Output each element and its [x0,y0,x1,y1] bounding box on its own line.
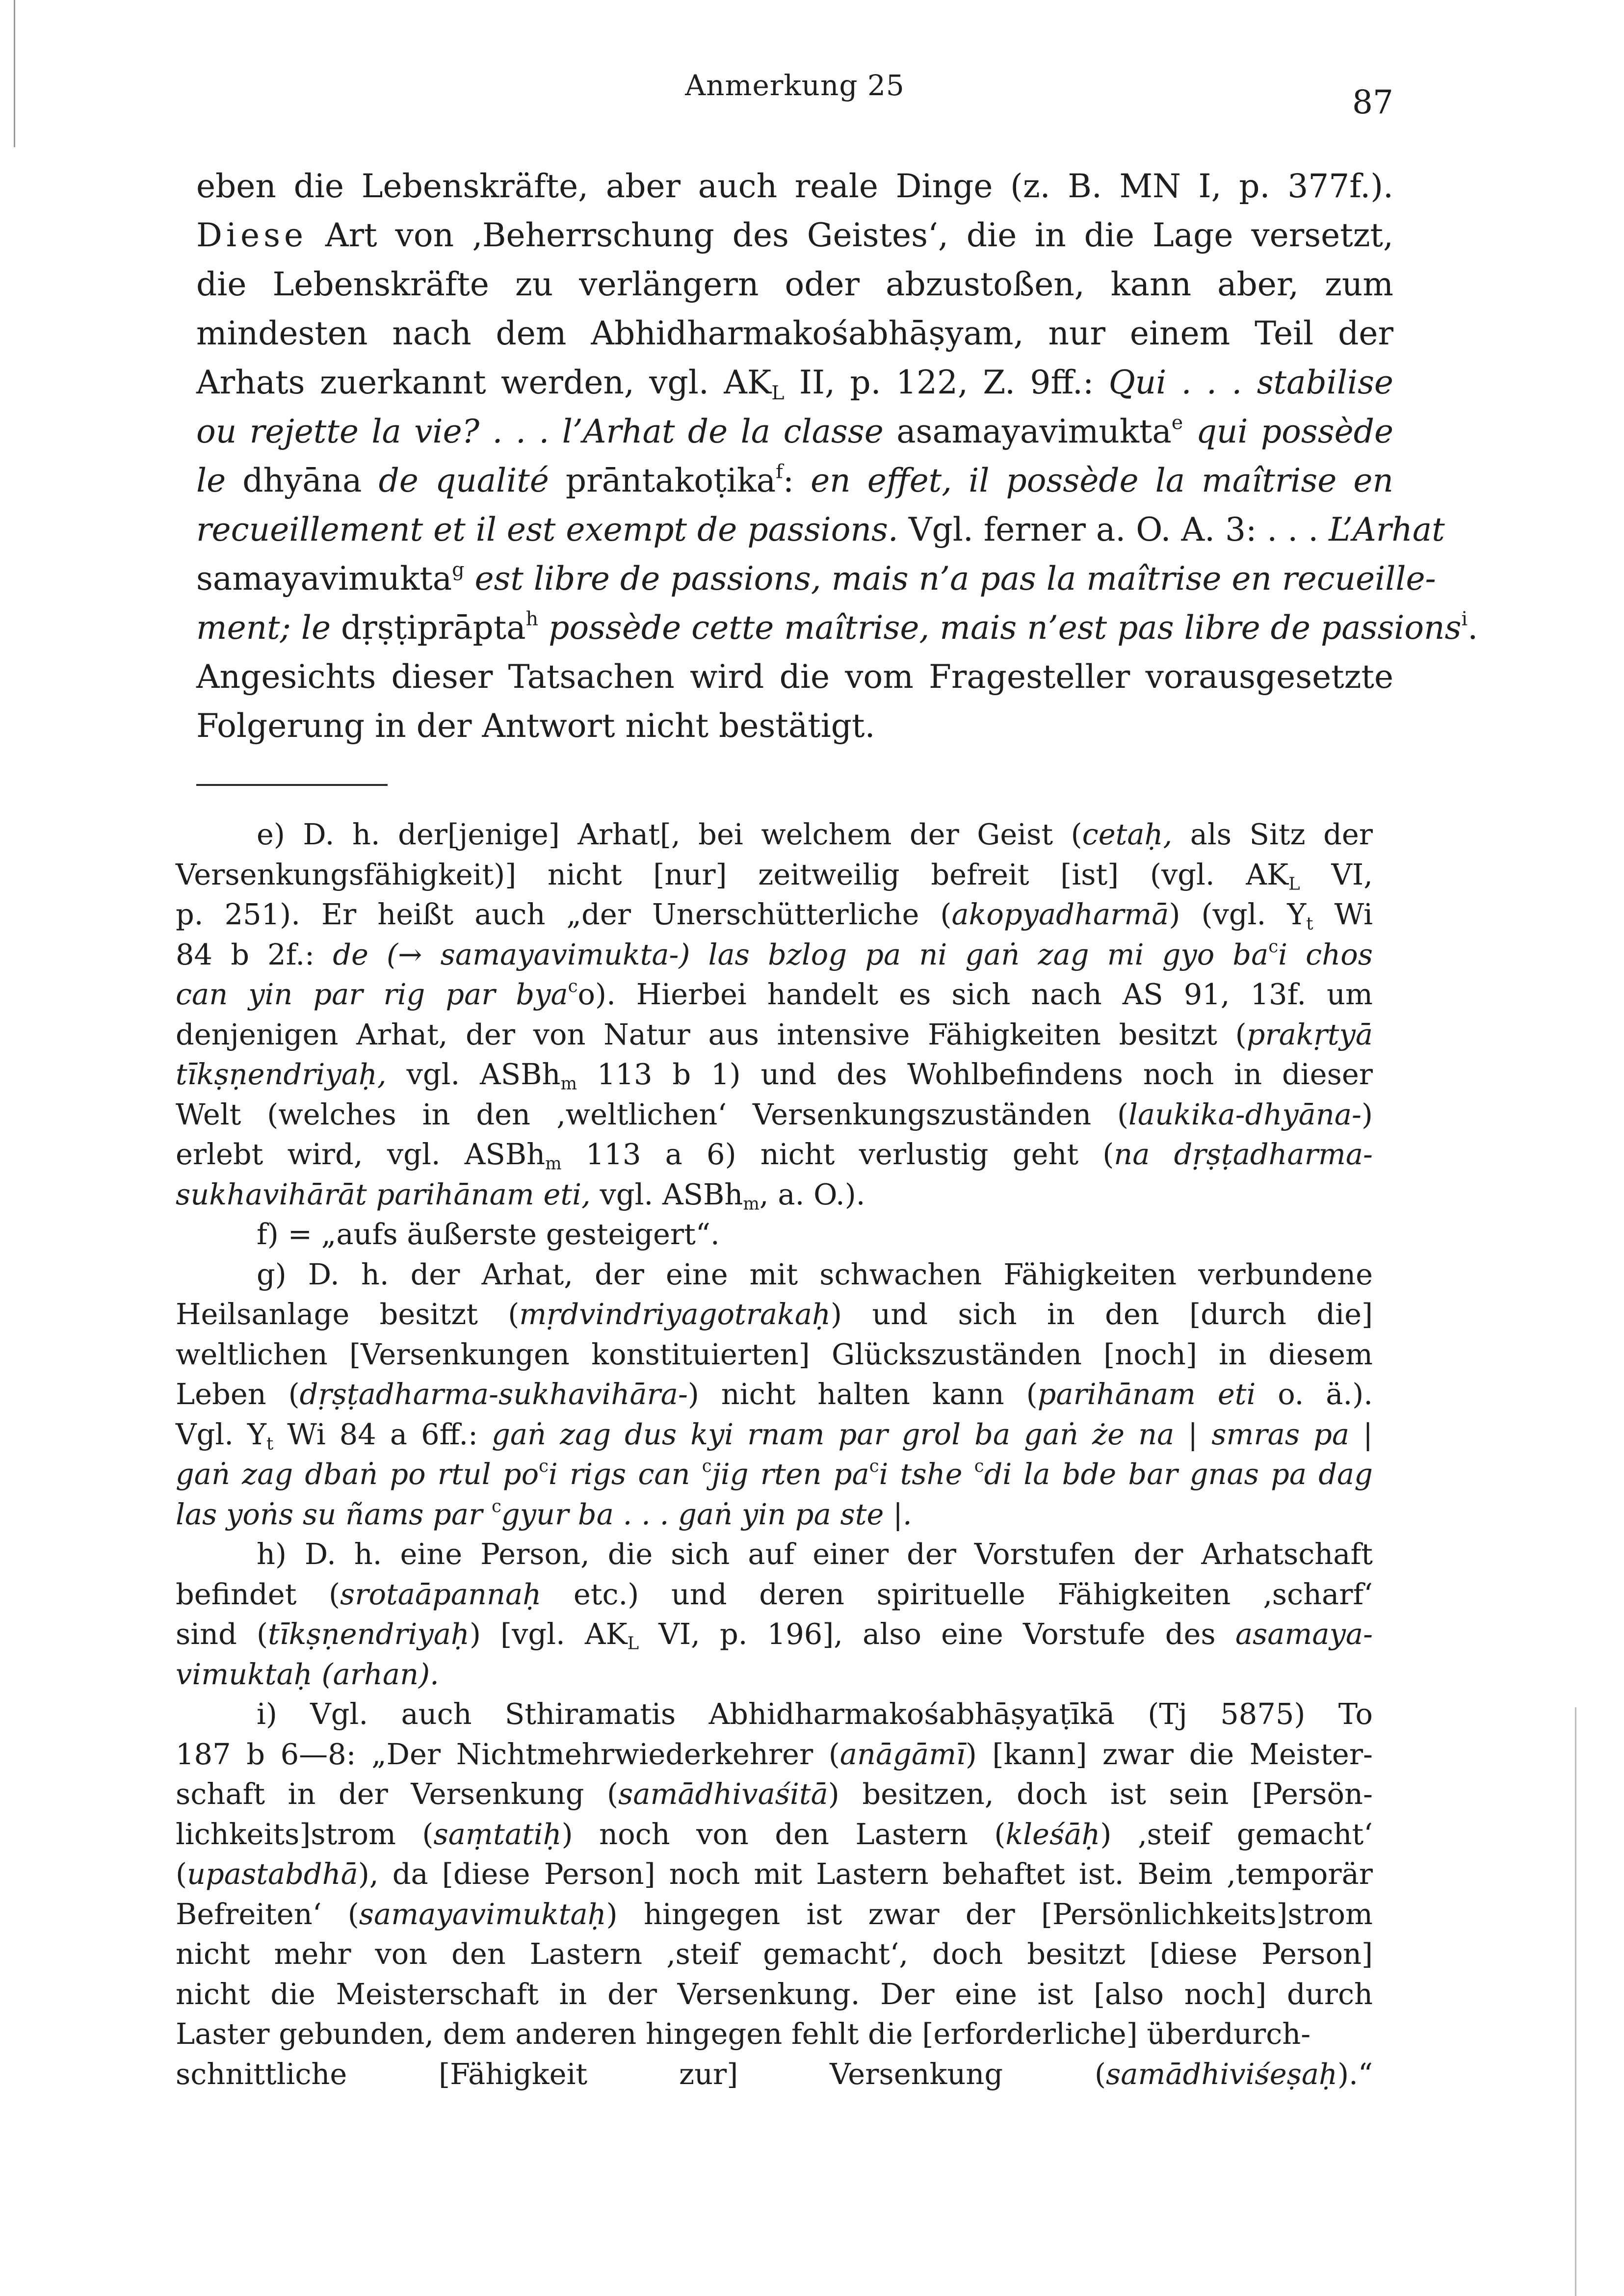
italic-text: saṃtatiḥ [433,1817,562,1851]
footnote-line [176,1974,1373,2014]
italic-text: akopyadharmā [951,897,1169,931]
text-run: die Lebenskräfte zu verlängern oder abzustoßen, kann aber, zum [196,265,1393,303]
subscript: m [743,1194,760,1214]
page-header [196,69,1393,121]
text-run: weltlichen [Versenkungen konstituierten] Glückszuständen [noch] in diesem [176,1337,1373,1371]
text-run: Arhats zuerkannt werden, vgl. AK [196,364,772,401]
main-text [196,162,1478,751]
text-run: ) [kann] zwar die Meister- [965,1737,1373,1771]
text-run: 187 b 6—8: „Der Nichtmehrwiederkehrer ( [176,1737,840,1771]
text-run: 113 a 6) nicht verlustig geht ( [561,1137,1114,1171]
italic-text: upastabdhā [187,1857,358,1891]
footnote-line [176,1894,1373,1934]
text-run: f) = „aufs äußerste gesteigert“. [257,1217,720,1251]
footnote-line [176,814,1373,855]
footnote-line [176,1095,1373,1135]
text-run: Leben ( [176,1377,300,1411]
footnote-line [176,1134,1373,1174]
text-run: Versenkungsfähigkeit)] nicht [nur] zeitweilig befreit [ist] (vgl. AK [176,857,1289,891]
text-run: erlebt wird, vgl. ASBh [176,1137,546,1171]
text-run: e) D. h. der[jenige] Arhat[, bei welchem der Geist ( [257,817,1082,851]
footnote-line [176,1534,1373,1574]
italic-text: srotaāpannaḥ [340,1577,542,1611]
italic-text: sukhavihārāt parihānam eti, [176,1177,591,1211]
footnote-line [176,1015,1373,1055]
italic-text: de qualité [378,462,549,499]
footnote-line [176,1574,1373,1615]
text-run: nicht die Meisterschaft in der Versenkung. Der eine ist [also noch] durch [176,1977,1373,2011]
text-run: , a. O.). [759,1177,865,1211]
subscript: m [560,1073,577,1094]
text-run: g) D. h. der Arhat, der eine mit schwachen Fähigkeiten verbundene [257,1257,1373,1291]
italic-text: kleśāḥ [1005,1817,1100,1851]
scan-edge-mark [1575,1707,1576,2296]
text-run: o). Hierbei handelt es sich nach AS 91, 13f. um [577,977,1373,1011]
text-run: o. ä.). [1256,1377,1373,1411]
superscript: c [539,1456,549,1477]
text-run: ) hingegen ist zwar der [Persönlichkeits]strom [606,1897,1373,1931]
text-run: schaft in der Versenkung ( [176,1777,619,1811]
italic-text: ou rejette la vie? . . . l’Arhat de la classe [196,413,884,450]
italic-text: cetaḥ, [1082,817,1173,851]
footnote-line [176,1854,1373,1894]
text-run: Wi 84 a 6ff.: [273,1417,492,1451]
italic-text: vimuktaḥ (arhan). [176,1657,439,1691]
text-run: Art von ‚Beherrschung des Geistes‘, die in die Lage versetzt, [307,216,1393,254]
footnote-line [176,1414,1373,1455]
page-number: 87 [1352,83,1393,121]
text-run: asamayavimukta [883,413,1172,450]
superscript: c [568,976,578,997]
superscript: c [974,1456,984,1477]
superscript: c [702,1456,712,1477]
main-text-line [196,211,1393,260]
italic-text: tīkṣṇendriyaḥ, [176,1057,387,1091]
text-run: 84 b 2f.: [176,937,333,971]
main-text-line [196,554,1436,603]
italic-text: i rigs can [548,1457,702,1491]
text-run: vgl. ASBh [590,1177,743,1211]
footnote-line [176,1174,1373,1215]
italic-text: samādhiviśeṣaḥ [1106,2057,1338,2091]
main-text-line [196,260,1393,309]
main-text-line [196,162,1393,211]
italic-text: est libre de passions, mais n’a pas la maîtrise en recueille- [464,560,1436,598]
text-run: p. 251). Er heißt auch „der Unerschütterliche ( [176,897,952,931]
subscript: m [545,1153,562,1174]
subscript: L [627,1633,639,1654]
italic-text: parihānam eti [1037,1377,1256,1411]
text-run: prāntakoṭika [549,462,776,499]
text-run: lichkeits]strom ( [176,1817,434,1851]
subscript: L [771,381,785,404]
italic-text: i tshe [879,1457,974,1491]
text-run: Diese [196,216,308,254]
text-run: ) [vgl. AK [469,1617,628,1651]
footnote-line [176,974,1373,1015]
text-run: ) [1361,1097,1373,1131]
text-run: mindesten nach dem Abhidharmakośabhāṣyam, nur einem Teil der [196,314,1393,352]
text-run: dhyāna [226,462,379,499]
footnote-line [176,935,1373,975]
text-run: als Sitz der [1172,817,1373,851]
text-run: ) nicht halten kann ( [687,1377,1038,1411]
italic-text: gaṅ zag dus kyi rnam par grol ba gaṅ że na | smras pa | [492,1417,1373,1451]
italic-text: gaṅ zag dbaṅ po rtul po [176,1457,539,1491]
text-run: Folgerung in der Antwort nicht bestätigt. [196,707,875,745]
main-text-line [196,456,1393,505]
main-text-line [196,603,1478,652]
italic-text: can yin par rig par bya [176,977,568,1011]
text-run: etc.) und deren spirituelle Fähigkeiten ‚scharf‘ [541,1577,1373,1611]
footnote-line [176,1254,1373,1295]
main-text-line [196,407,1393,456]
text-run: schnittliche [Fähigkeit zur] Versenkung ( [176,2057,1106,2091]
footnote-line [176,1054,1373,1095]
footnote-line [176,2054,1373,2094]
text-run: ), da [diese Person] noch mit Lastern behaftet ist. Beim ‚temporär [358,1857,1373,1891]
footnote-line [176,1214,1373,1254]
footnote-line [176,1814,1373,1854]
italic-text: na dṛṣṭadharma- [1114,1137,1373,1171]
text-run: VI, [1300,857,1373,891]
italic-text: possède cette maîtrise, mais n’est pas libre de passions [538,609,1462,647]
text-run: befindet ( [176,1577,341,1611]
italic-text: samādhivaśitā [618,1777,828,1811]
text-run: ).“ [1337,2057,1373,2091]
superscript: h [525,607,539,630]
text-run: h) D. h. eine Person, die sich auf einer der Vorstufen der Arhatschaft [257,1537,1373,1571]
text-run: eben die Lebenskräfte, aber auch reale Dinge (z. B. MN I, p. 377f.). [196,167,1393,205]
subscript: t [266,1434,274,1454]
footnote-line [176,1694,1373,1734]
italic-text: jig rten pa [711,1457,869,1491]
main-text-line [196,358,1393,407]
text-run: ( [176,1857,187,1891]
footnote-line [176,894,1373,935]
text-run: ) noch von den Lastern ( [561,1817,1006,1851]
text-run: i) Vgl. auch Sthiramatis Abhidharmakośabhāṣyaṭīkā (Tj 5875) To [257,1697,1373,1731]
italic-text: dṛṣṭadharma-sukhavihāra- [299,1377,688,1411]
superscript: c [492,1496,501,1516]
text-run: II, p. 122, Z. 9ff.: [784,364,1109,401]
superscript: e [1171,411,1183,434]
footnote-line [176,1614,1373,1654]
text-run: nicht mehr von den Lastern ‚steif gemacht‘, doch besitzt [diese Person] [176,1937,1373,1971]
main-text-line [196,505,1445,554]
text-run: ) ‚steif gemacht‘ [1100,1817,1373,1851]
italic-text: Qui . . . stabilise [1108,364,1393,401]
text-run: denjenigen Arhat, der von Natur aus intensive Fähigkeiten besitzt ( [176,1017,1247,1051]
text-run: . [1467,609,1478,647]
italic-text: i chos [1278,937,1373,971]
text-run: Vgl. ferner a. O. A. 3: . . . [898,511,1329,548]
subscript: t [1306,913,1313,934]
italic-text: samayavimuktaḥ [359,1897,606,1931]
text-run: Laster gebunden, dem anderen hingegen fehlt die [erforderliche] überdurch- [176,2017,1311,2051]
text-run: Angesichts dieser Tatsachen wird die vom Fragesteller vorausgesetzte [196,658,1393,696]
superscript: c [1268,936,1279,957]
italic-text: de (→ samayavimukta-) las bzlog pa ni gaṅ zag mi gyo ba [333,937,1269,971]
superscript: i [1461,607,1468,630]
footnote-line [176,855,1373,895]
footnote-line [176,1654,1373,1695]
footnote-line [176,1774,1373,1814]
text-run: Vgl. Y [176,1417,266,1451]
italic-text: anāgāmī [839,1737,966,1771]
italic-text: las yoṅs su ñams par [176,1497,492,1531]
text-run: dṛṣṭiprāpta [331,609,526,647]
text-run: samayavimukta [196,560,452,598]
italic-text: mṛdvindriyagotrakaḥ [519,1297,831,1331]
italic-text: asamaya- [1235,1617,1373,1651]
footnote-line [176,1934,1373,1974]
scan-edge-mark [14,0,15,147]
text-run: ) und sich in den [durch die] [831,1297,1373,1331]
italic-text: gyur ba . . . gaṅ yin pa ste |. [501,1497,912,1531]
main-text-line [196,652,1393,702]
footnote-separator [196,784,388,786]
footnote-line [176,1734,1373,1774]
superscript: f [776,460,783,483]
text-run: VI, p. 196], also eine Vorstufe des [639,1617,1235,1651]
text-run: Welt (welches in den ‚weltlichen‘ Versenkungszuständen ( [176,1097,1129,1131]
running-title: Anmerkung 25 [685,69,905,102]
superscript: c [869,1456,879,1477]
italic-text: tīkṣṇendriyaḥ [268,1617,470,1651]
text-run: 113 b 1) und des Wohlbefindens noch in dieser [577,1057,1373,1091]
text-run: ) besitzen, doch ist sein [Persön- [828,1777,1373,1811]
italic-text: laukika-dhyāna- [1128,1097,1362,1131]
italic-text: recueillement et il est exempt de passions. [196,511,898,548]
footnote-line [176,1334,1373,1375]
footnote-line [176,1494,1373,1535]
text-run: sind ( [176,1617,268,1651]
footnote-line [176,2014,1373,2054]
italic-text: qui possède [1183,413,1394,450]
main-text-line [196,702,1393,751]
main-text-line [196,309,1393,358]
footnote-line [176,1374,1373,1414]
text-run: Wi [1313,897,1373,931]
italic-text: di la bde bar gnas pa dag [984,1457,1373,1491]
italic-text: le [196,462,226,499]
italic-text: ment; le [196,609,331,647]
text-run: Befreiten‘ ( [176,1897,359,1931]
text-run: ) (vgl. Y [1169,897,1307,931]
footnotes [176,814,1373,2094]
superscript: g [452,558,465,581]
text-run: Heilsanlage besitzt ( [176,1297,520,1331]
footnote-line [176,1294,1373,1334]
footnote-line [176,1454,1373,1494]
italic-text: L’Arhat [1329,511,1445,548]
italic-text: prakṛtyā [1246,1017,1373,1051]
text-run: : [783,462,811,499]
italic-text: en effet, il possède la maîtrise en [811,462,1393,499]
subscript: L [1288,874,1300,894]
text-run: vgl. ASBh [386,1057,561,1091]
